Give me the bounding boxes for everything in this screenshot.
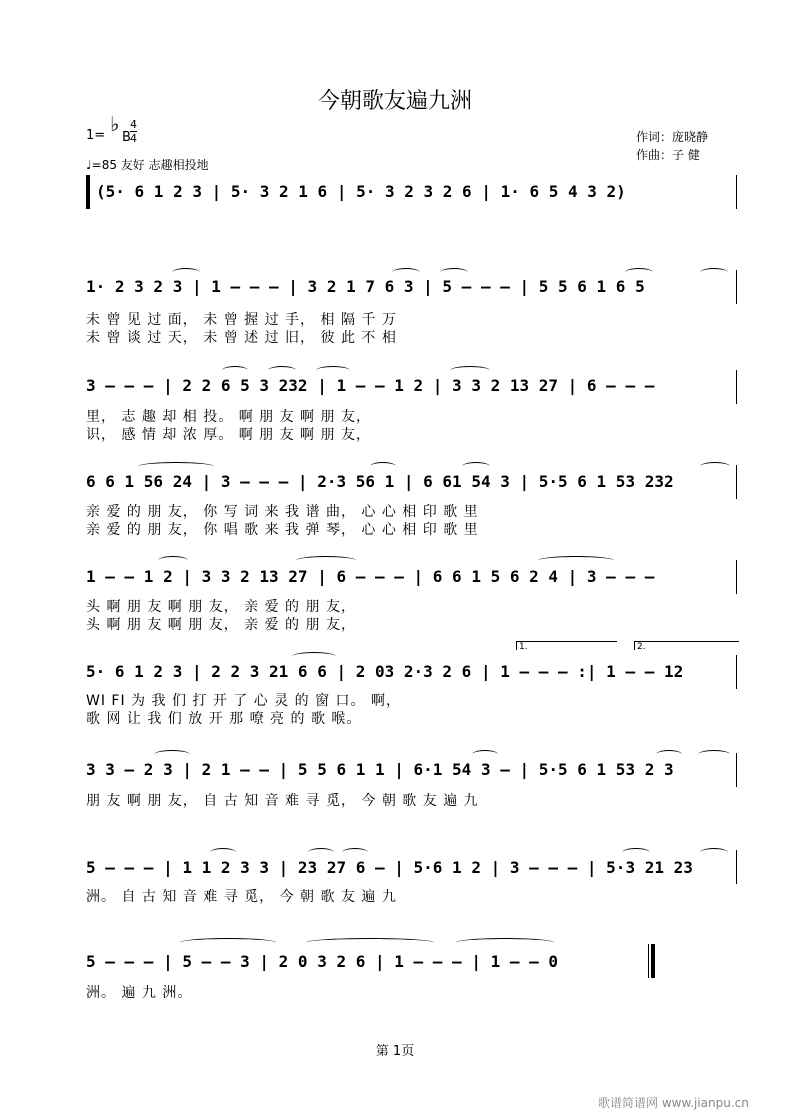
slur (308, 848, 334, 857)
slur (180, 938, 276, 947)
notation-line: 6 6 1 56 24 | 3 – – – | 2·3 56 1 | 6 61 54 3 | 5·5 6 1 53 232 (86, 472, 674, 491)
notation-line: 1 – – 1 2 | 3 3 2 13 27 | 6 – – – | 6 6 1 5 6 2 4 | 3 – – – (86, 567, 655, 586)
barline (736, 850, 737, 884)
lyric-line-verse-1: 里， 志 趣 却 相 投。 啊 朋 友 啊 朋 友， (86, 409, 371, 425)
notation-line: 5· 6 1 2 3 | 2 2 3 21 6 6 | 2 03 2·3 2 6 | 1 – – – :| 1 – – 12 (86, 662, 684, 681)
slur (172, 268, 200, 277)
slur (462, 462, 490, 471)
lyric-line-verse-1: 未 曾 见 过 面， 未 曾 握 过 手， 相 隔 千 万 (86, 312, 397, 328)
time-signature (130, 118, 137, 145)
time-signature-top: 4 (130, 118, 137, 131)
lyric-line: 朋 友 啊 朋 友， 自 古 知 音 难 寻 觅， 今 朝 歌 友 遍 九 (86, 793, 479, 809)
final-barline-thick (651, 944, 655, 978)
barline (736, 560, 737, 594)
key-signature-label: 1= (86, 128, 106, 143)
barline (736, 370, 737, 404)
slur (210, 848, 236, 857)
slur (296, 556, 356, 565)
slur (392, 268, 420, 277)
lyric-line-verse-2: 亲 爱 的 朋 友， 你 唱 歌 来 我 弹 琴， 心 心 相 印 歌 里 (86, 522, 479, 538)
final-barline-thin (648, 944, 649, 978)
start-repeat-barline (86, 175, 90, 209)
slur (292, 652, 336, 661)
slur (222, 366, 248, 375)
barline (736, 175, 737, 209)
lyric-line-verse-1: WI FI 为 我 们 打 开 了 心 灵 的 窗 口。 啊， (86, 693, 402, 709)
lyric-line: 洲。 自 古 知 音 难 寻 觅， 今 朝 歌 友 遍 九 (86, 889, 397, 905)
slur (306, 938, 434, 947)
slur (698, 750, 730, 759)
watermark: 歌谱简谱网 www.jianpu.cn (598, 1096, 749, 1110)
slur (622, 848, 650, 857)
slur (370, 462, 396, 471)
time-signature-bottom: 4 (130, 132, 137, 145)
slur (656, 750, 682, 759)
page-title: 今朝歌友遍九洲 (317, 89, 472, 114)
lyric-line: 洲。 遍 九 洲。 (86, 985, 193, 1001)
lyric-line-verse-1: 头 啊 朋 友 啊 朋 友， 亲 爱 的 朋 友， (86, 599, 356, 615)
notation-line: 5 – – – | 1 1 2 3 3 | 23 27 6 – | 5·6 1 2 | 3 – – – | 5·3 21 23 (86, 858, 693, 877)
slur (700, 848, 728, 857)
lyric-line-verse-2: 头 啊 朋 友 啊 朋 友， 亲 爱 的 朋 友， (86, 617, 356, 633)
slur (440, 268, 468, 277)
first-ending-label: 1. (519, 642, 528, 652)
tempo-marking (86, 156, 209, 173)
slur (154, 750, 190, 759)
slur (316, 366, 350, 375)
slur (158, 556, 188, 565)
notation-line: 5 – – – | 5 – – 3 | 2 0 3 2 6 | 1 – – – | 1 – – 0 (86, 952, 559, 971)
lyric-line-verse-2: 未 曾 谈 过 天， 未 曾 述 过 旧， 彼 此 不 相 (86, 330, 397, 346)
slur (268, 366, 296, 375)
slur (700, 462, 730, 471)
barline (736, 270, 737, 304)
notation-line: 1· 2 3 2 3 | 1 – – – | 3 2 1 7 6 3 | 5 – – – | 5 5 6 1 6 5 (86, 277, 645, 296)
lyric-line-verse-2: 歌 网 让 我 们 放 开 那 嘹 亮 的 歌 喉。 (86, 711, 362, 727)
lyric-line-verse-2: 识， 感 情 却 浓 厚。 啊 朋 友 啊 朋 友， (86, 427, 371, 443)
notation-line: 3 3 – 2 3 | 2 1 – – | 5 5 6 1 1 | 6·1 54 3 – | 5·5 6 1 53 2 3 (86, 760, 674, 779)
barline (736, 465, 737, 499)
slur (472, 750, 498, 759)
lyric-line-verse-1: 亲 爱 的 朋 友， 你 写 词 来 我 谱 曲， 心 心 相 印 歌 里 (86, 504, 479, 520)
slur (342, 848, 368, 857)
second-ending-bracket (634, 641, 739, 650)
slur (625, 268, 653, 277)
notation-line: (5· 6 1 2 3 | 5· 3 2 1 6 | 5· 3 2 3 2 6 | 1· 6 5 4 3 2) (96, 182, 626, 201)
slur (450, 366, 490, 375)
first-ending-bracket (516, 641, 617, 650)
flat-sign: ♭ (110, 112, 120, 136)
lyricist-credit: 作词：庞晓静 (636, 130, 709, 144)
key-note: B (122, 130, 131, 145)
quarter-note-icon: ♩ (86, 158, 92, 172)
second-ending-label: 2. (637, 642, 646, 652)
barline (736, 753, 737, 787)
slur (700, 268, 728, 277)
tempo-text: =85 友好 志趣相投地 (91, 158, 209, 172)
notation-line: 3 – – – | 2 2 6 5 3 232 | 1 – – 1 2 | 3 3 2 13 27 | 6 – – – (86, 376, 655, 395)
slur (456, 938, 554, 947)
barline (736, 655, 737, 689)
composer-credit: 作曲：子 健 (636, 148, 700, 162)
page-number: 第 1页 (375, 1044, 415, 1059)
slur (138, 462, 214, 471)
slur (538, 556, 614, 565)
